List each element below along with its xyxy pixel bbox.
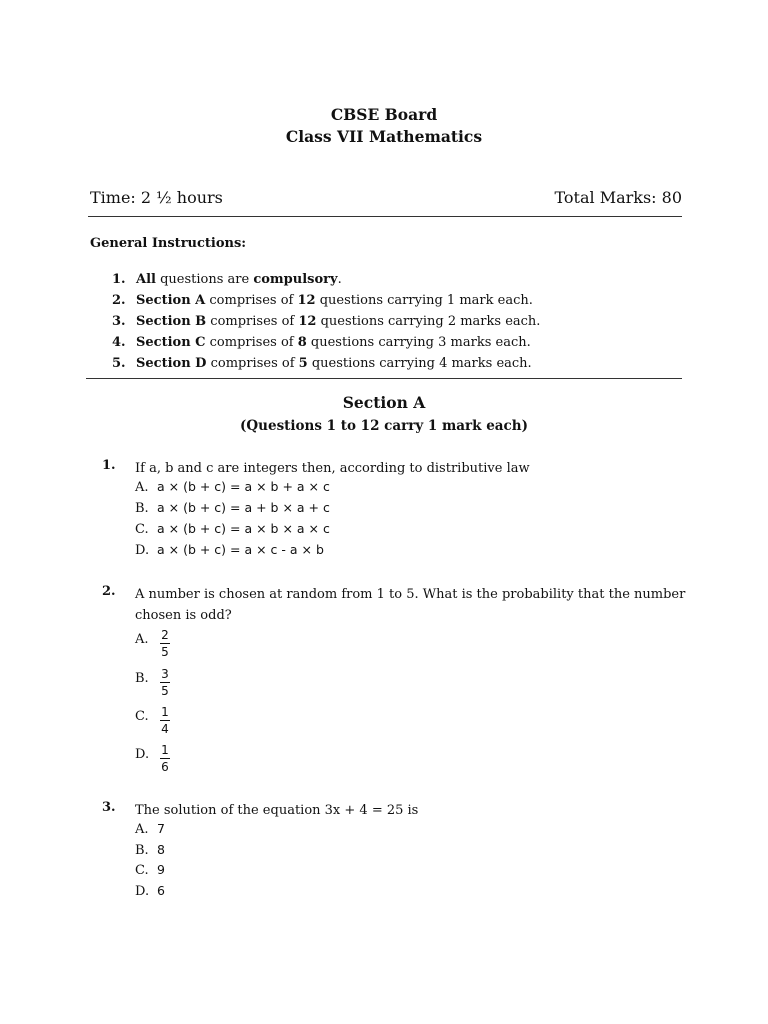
option-d: D. 6 bbox=[135, 883, 165, 899]
question-text: The solution of the equation 3x + 4 = 25 is bbox=[135, 803, 419, 818]
option-b: B. a × (b + c) = a + b × a + c bbox=[135, 500, 330, 516]
question-number: 3. bbox=[102, 800, 116, 815]
option-a-fraction: 2 5 bbox=[161, 628, 169, 659]
instructions-list bbox=[112, 269, 540, 374]
total-marks-label: Total Marks: 80 bbox=[554, 188, 682, 207]
option-d-label: D. bbox=[135, 747, 150, 762]
instructions-divider bbox=[86, 378, 682, 379]
exam-meta-row bbox=[90, 188, 682, 207]
header-divider bbox=[88, 216, 682, 217]
option-c-fraction: 1 4 bbox=[161, 705, 169, 736]
option-b-label: B. bbox=[135, 671, 149, 686]
question-text: If a, b and c are integers then, according to distributive law bbox=[135, 461, 530, 476]
question-text: A number is chosen at random from 1 to 5. What is the probability that the number chosen is odd? bbox=[135, 587, 686, 623]
option-c: C. a × (b + c) = a × b × a × c bbox=[135, 521, 330, 537]
instruction-item: 4. Section C comprises of 8 questions carrying 3 marks each. bbox=[112, 335, 531, 350]
question-number: 1. bbox=[102, 458, 116, 473]
option-c: C. 9 bbox=[135, 862, 165, 878]
option-a: A. 7 bbox=[135, 821, 165, 837]
subject-title: Class VII Mathematics bbox=[285, 127, 483, 146]
option-d: D. a × (b + c) = a × c - a × b bbox=[135, 542, 324, 558]
board-title: CBSE Board bbox=[330, 105, 438, 124]
option-b: B. 8 bbox=[135, 842, 165, 858]
option-a: A. a × (b + c) = a × b + a × c bbox=[135, 479, 330, 495]
option-a-label: A. bbox=[135, 632, 149, 647]
instruction-item: 1. All questions are compulsory. bbox=[112, 272, 342, 287]
section-title: Section A bbox=[342, 393, 426, 412]
time-label: Time: 2 ½ hours bbox=[90, 188, 223, 207]
option-b-fraction: 3 5 bbox=[161, 667, 169, 698]
instructions-heading: General Instructions: bbox=[90, 236, 247, 251]
question-number: 2. bbox=[102, 584, 116, 599]
section-subtitle: (Questions 1 to 12 carry 1 mark each) bbox=[240, 418, 528, 434]
option-d-fraction: 1 6 bbox=[161, 743, 169, 774]
option-c-label: C. bbox=[135, 709, 149, 724]
instruction-item: 5. Section D comprises of 5 questions carrying 4 marks each. bbox=[112, 356, 532, 371]
instruction-item: 3. Section B comprises of 12 questions carrying 2 marks each. bbox=[112, 314, 541, 329]
instruction-item: 2. Section A comprises of 12 questions carrying 1 mark each. bbox=[112, 293, 533, 308]
